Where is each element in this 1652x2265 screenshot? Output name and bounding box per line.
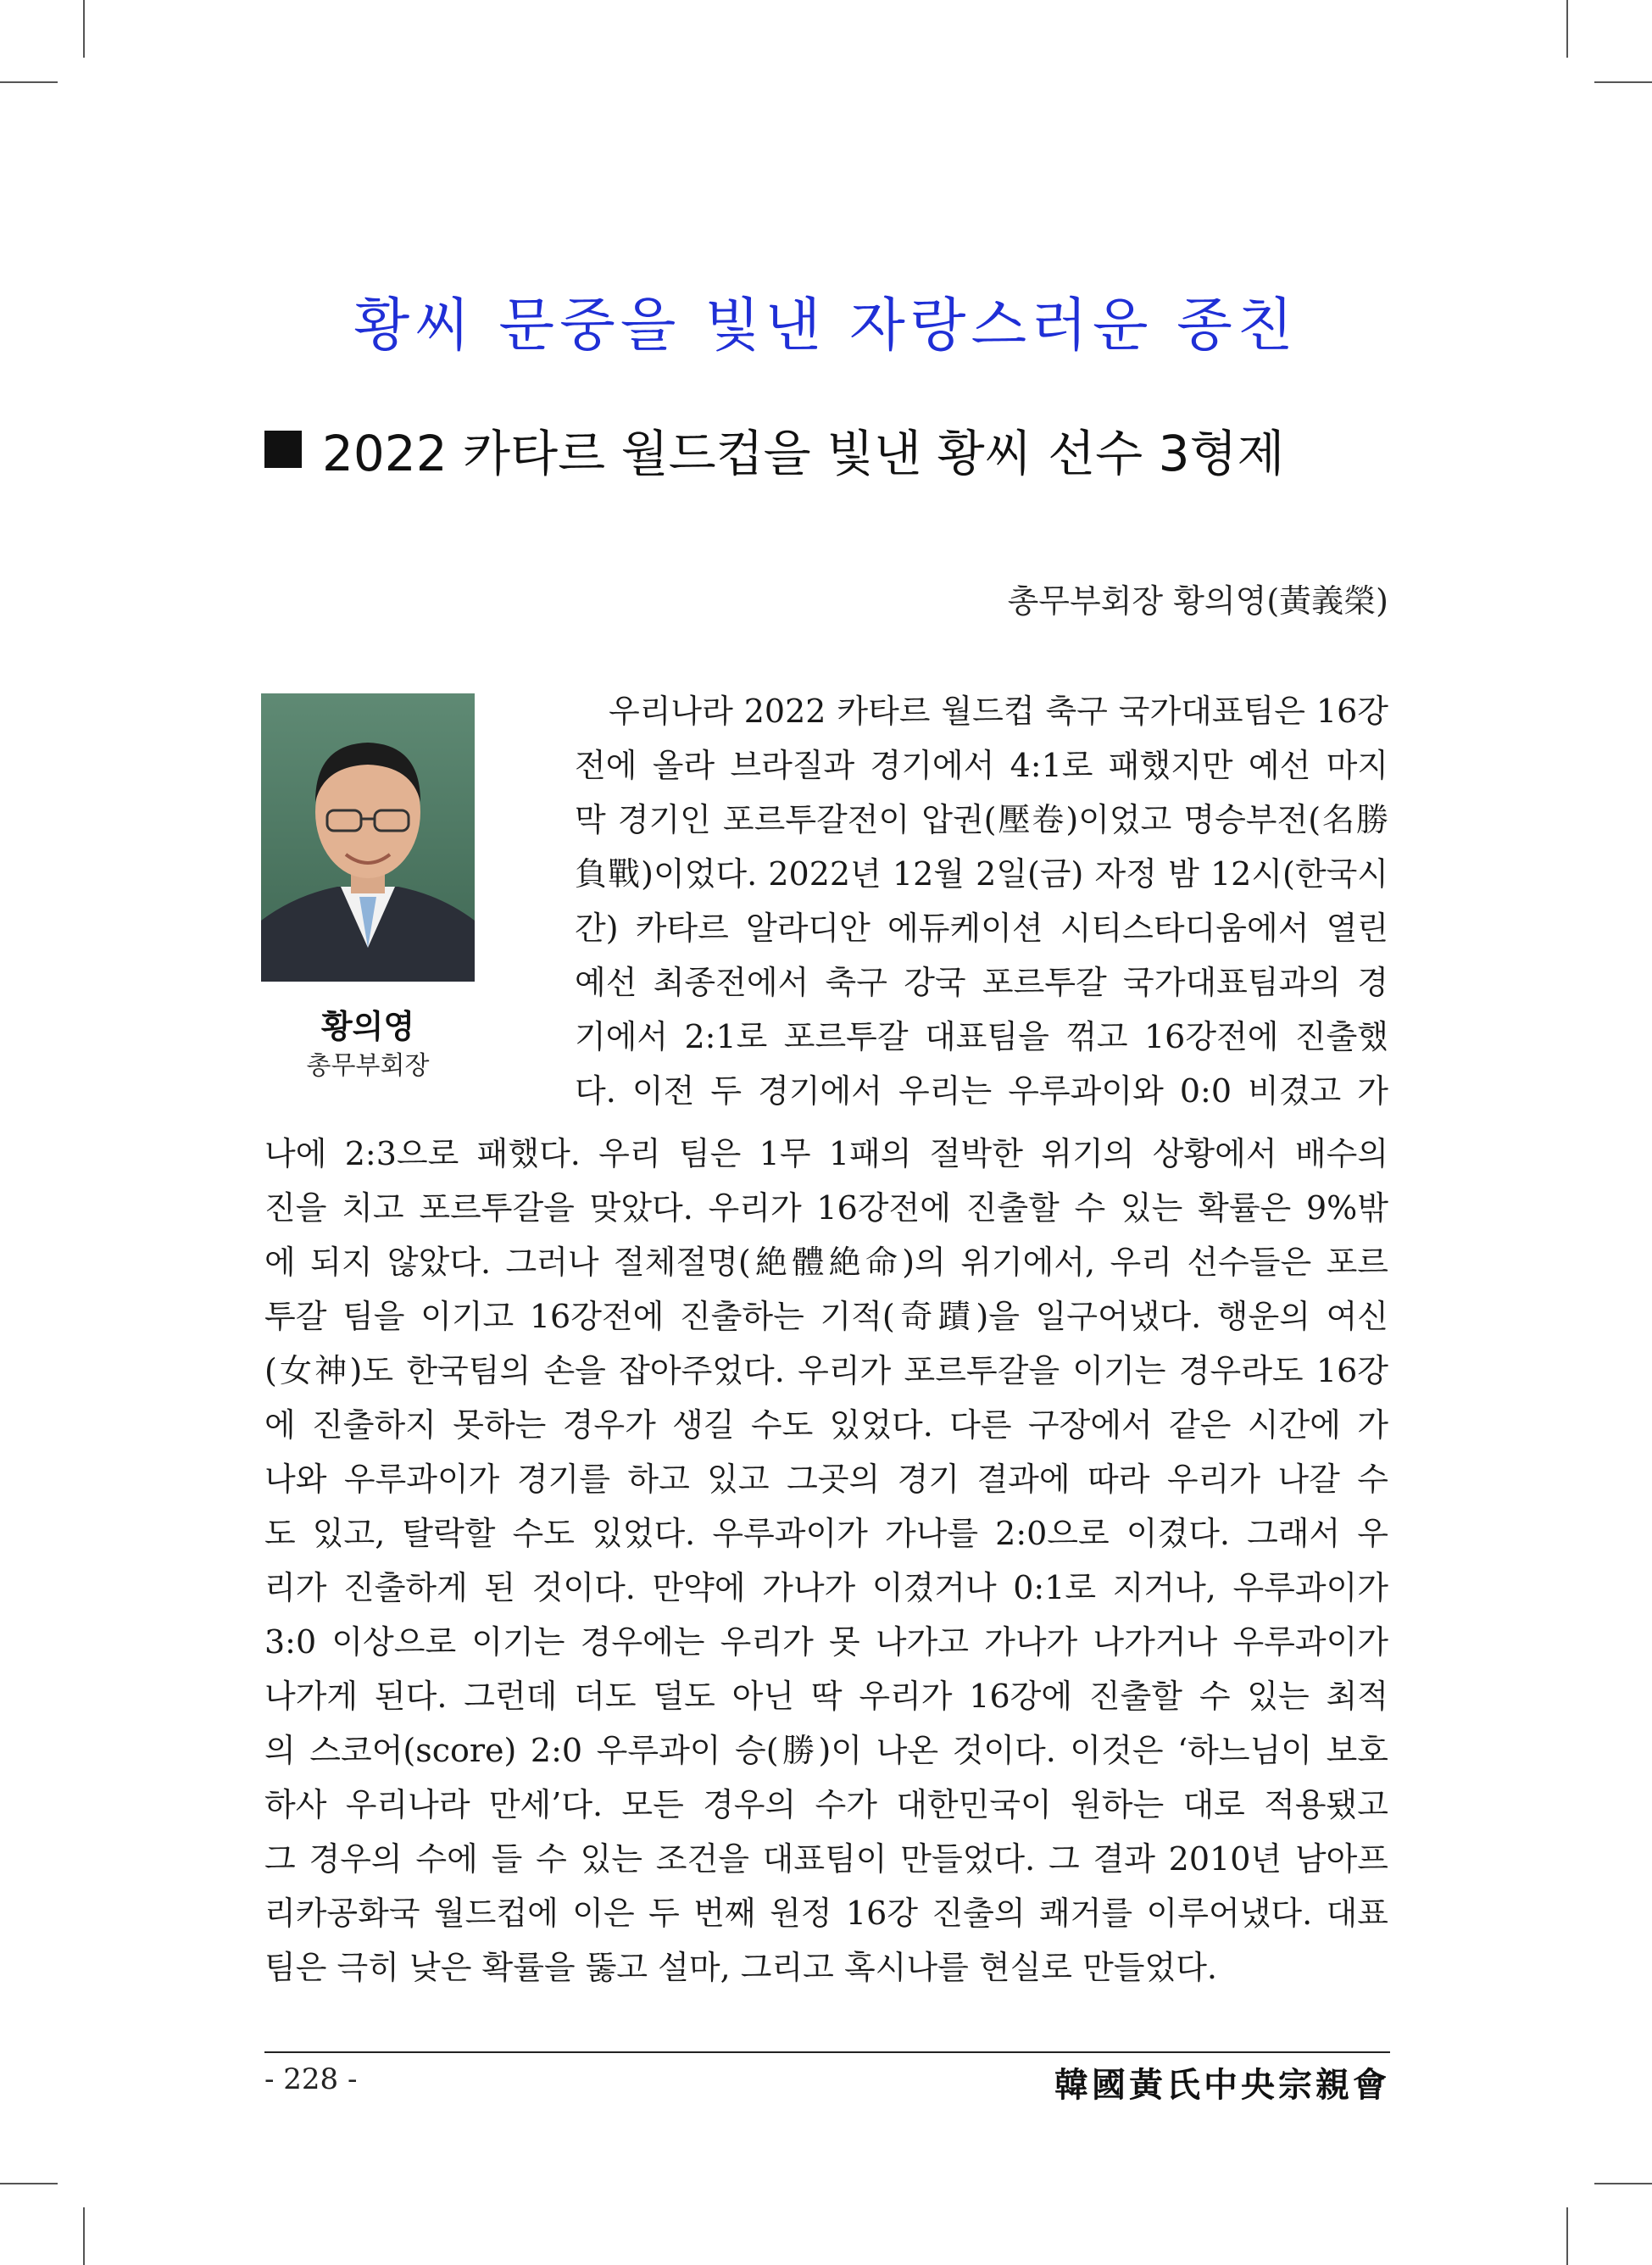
section-heading <box>264 414 1285 485</box>
body-line: 예선 최종전에서 축구 강국 포르투갈 국가대표팀과의 경 <box>575 964 1388 1001</box>
crop-mark <box>83 2207 85 2265</box>
body-line: 나에 2:3으로 패했다. 우리 팀은 1무 1패의 절박한 위기의 상황에서 배수의 <box>264 1135 1388 1172</box>
crop-mark <box>0 2183 58 2184</box>
crop-mark <box>1594 2183 1652 2184</box>
portrait-illustration <box>261 693 475 982</box>
page-title: 황씨 문중을 빛낸 자랑스러운 종친 <box>353 292 1299 359</box>
body-line: 기에서 2:1로 포르투갈 대표팀을 꺾고 16강전에 진출했 <box>575 1018 1388 1055</box>
body-line: 리가 진출하게 된 것이다. 만약에 가나가 이겼거나 0:1로 지거나, 우루과이가 <box>264 1569 1388 1606</box>
body-line: 에 진출하지 못하는 경우가 생길 수도 있었다. 다른 구장에서 같은 시간에 가 <box>264 1406 1388 1444</box>
body-line: (女神)도 한국팀의 손을 잡아주었다. 우리가 포르투갈을 이기는 경우라도 16강 <box>264 1352 1388 1389</box>
body-line: 간) 카타르 알라디안 에듀케이션 시티스타디움에서 열린 <box>575 910 1388 947</box>
body-line: 진을 치고 포르투갈을 맞았다. 우리가 16강전에 진출할 수 있는 확률은 9%밖 <box>264 1189 1388 1227</box>
section-heading-text: 2022 카타르 월드컵을 빛낸 황씨 선수 3형제 <box>322 425 1285 482</box>
crop-mark <box>1594 81 1652 83</box>
author-photo <box>261 693 475 982</box>
body-line: 우리나라 2022 카타르 월드컵 축구 국가대표팀은 16강 <box>609 693 1388 730</box>
crop-mark <box>83 0 85 58</box>
footer-rule <box>264 2051 1390 2053</box>
body-line: 막 경기인 포르투갈전이 압권(壓卷)이었고 명승부전(名勝 <box>575 801 1388 838</box>
body-line: 의 스코어(score) 2:0 우루과이 승(勝)이 나온 것이다. 이것은 ‘하느님이 보호 <box>264 1732 1388 1769</box>
body-line: 리카공화국 월드컵에 이은 두 번째 원정 16강 진출의 쾌거를 이루어냈다. 대표 <box>264 1895 1388 1932</box>
page-number: - 228 - <box>264 2062 358 2096</box>
crop-mark <box>0 81 58 83</box>
crop-mark <box>1566 0 1568 58</box>
body-line: 도 있고, 탈락할 수도 있었다. 우루과이가 가나를 2:0으로 이겼다. 그래서 우 <box>264 1515 1388 1552</box>
body-line: 負戰)이었다. 2022년 12월 2일(금) 자정 밤 12시(한국시 <box>575 855 1388 893</box>
body-line: 다. 이전 두 경기에서 우리는 우루과이와 0:0 비겼고 가 <box>575 1072 1388 1110</box>
body-line: 하사 우리나라 만세’다. 모든 경우의 수가 대한민국이 원하는 대로 적용됐고 <box>264 1786 1388 1823</box>
body-line: 나와 우루과이가 경기를 하고 있고 그곳의 경기 결과에 따라 우리가 나갈 수 <box>264 1461 1388 1498</box>
body-line: 3:0 이상으로 이기는 경우에는 우리가 못 나가고 가나가 나가거나 우루과이가 <box>264 1623 1388 1661</box>
photo-name: 황의영 <box>320 1008 415 1045</box>
body-line: 그 경우의 수에 들 수 있는 조건을 대표팀이 만들었다. 그 결과 2010년 남아프 <box>264 1840 1388 1878</box>
body-line: 팀은 극히 낮은 확률을 뚫고 설마, 그리고 혹시나를 현실로 만들었다. <box>264 1949 1217 1986</box>
body-line: 나가게 된다. 그런데 더도 덜도 아닌 딱 우리가 16강에 진출할 수 있는 최적 <box>264 1678 1388 1715</box>
author-line: 총무부회장 황의영(黃義榮) <box>1007 582 1388 620</box>
photo-caption: 총무부회장 <box>306 1051 430 1081</box>
body-line: 에 되지 않았다. 그러나 절체절명(絶體絶命)의 위기에서, 우리 선수들은 포르 <box>264 1244 1388 1281</box>
black-square-icon <box>264 431 302 468</box>
body-line: 투갈 팀을 이기고 16강전에 진출하는 기적(奇蹟)을 일구어냈다. 행운의 여신 <box>264 1298 1388 1335</box>
crop-mark <box>1566 2207 1568 2265</box>
org-name: 韓國黃氏中央宗親會 <box>1054 2065 1390 2105</box>
body-line: 전에 올라 브라질과 경기에서 4:1로 패했지만 예선 마지 <box>575 747 1388 784</box>
